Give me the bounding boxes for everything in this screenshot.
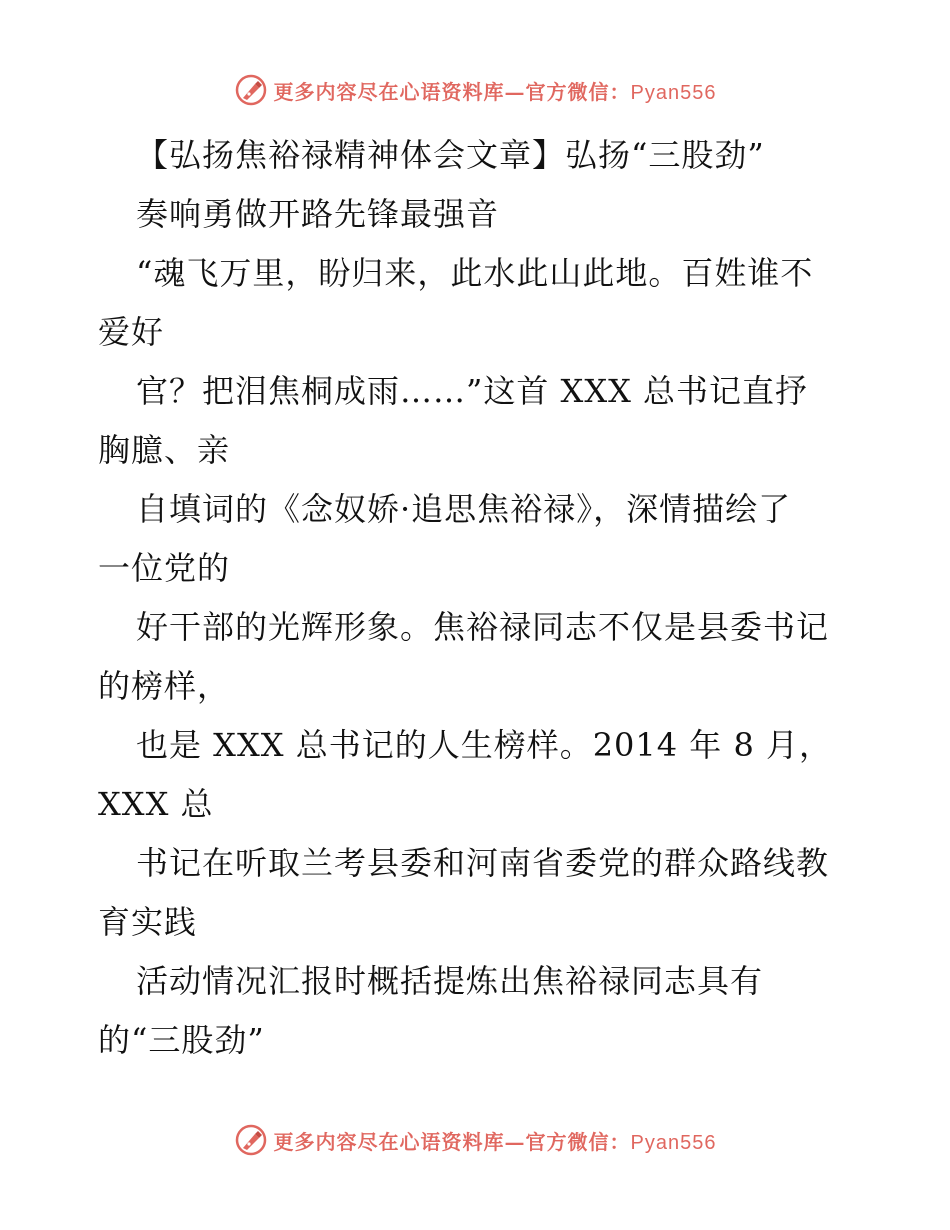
footer-watermark-wechat-id: Pyan556 — [630, 1131, 717, 1154]
document-line: 爱好 — [98, 313, 165, 351]
document-line: 活动情况汇报时概括提炼出焦裕禄同志具有 — [136, 962, 764, 1000]
document-line: 的榜样， — [98, 667, 231, 705]
pen-nib-logo-icon — [234, 73, 268, 107]
header-watermark-label: 更多内容尽在心语资料库—官方微信： — [273, 79, 631, 104]
header-watermark-inner — [234, 73, 717, 107]
footer-watermark — [0, 1120, 950, 1160]
header-watermark-text — [274, 76, 717, 105]
document-line: “魂飞万里，盼归来，此水此山此地。百姓谁不 — [136, 254, 814, 292]
document-line: 奏响勇做开路先锋最强音 — [136, 195, 500, 233]
document-line: 育实践 — [98, 903, 198, 941]
document-line: 自填词的《念奴娇·追思焦裕禄》，深情描绘了 — [136, 490, 792, 528]
document-line: 书记在听取兰考县委和河南省委党的群众路线教 — [136, 844, 830, 882]
document-line: 官？把泪焦桐成雨……”这首 XXX 总书记直抒 — [136, 372, 809, 410]
pen-nib-logo-icon — [234, 1123, 268, 1157]
document-line: 【弘扬焦裕禄精神体会文章】弘扬“三股劲” — [136, 136, 765, 174]
footer-watermark-inner — [234, 1123, 717, 1157]
footer-watermark-label: 更多内容尽在心语资料库—官方微信： — [273, 1129, 631, 1154]
document-line: XXX 总 — [98, 785, 214, 823]
footer-watermark-text — [274, 1126, 717, 1155]
document-body — [98, 126, 858, 1070]
document-line: 一位党的 — [98, 549, 231, 587]
header-watermark-wechat-id: Pyan556 — [630, 81, 717, 104]
document-line: 好干部的光辉形象。焦裕禄同志不仅是县委书记 — [136, 608, 830, 646]
header-watermark — [0, 70, 950, 110]
document-line: 也是 XXX 总书记的人生榜样。2014 年 8 月， — [136, 726, 833, 764]
document-line: 胸臆、亲 — [98, 431, 231, 469]
document-line: 的“三股劲” — [98, 1021, 265, 1059]
